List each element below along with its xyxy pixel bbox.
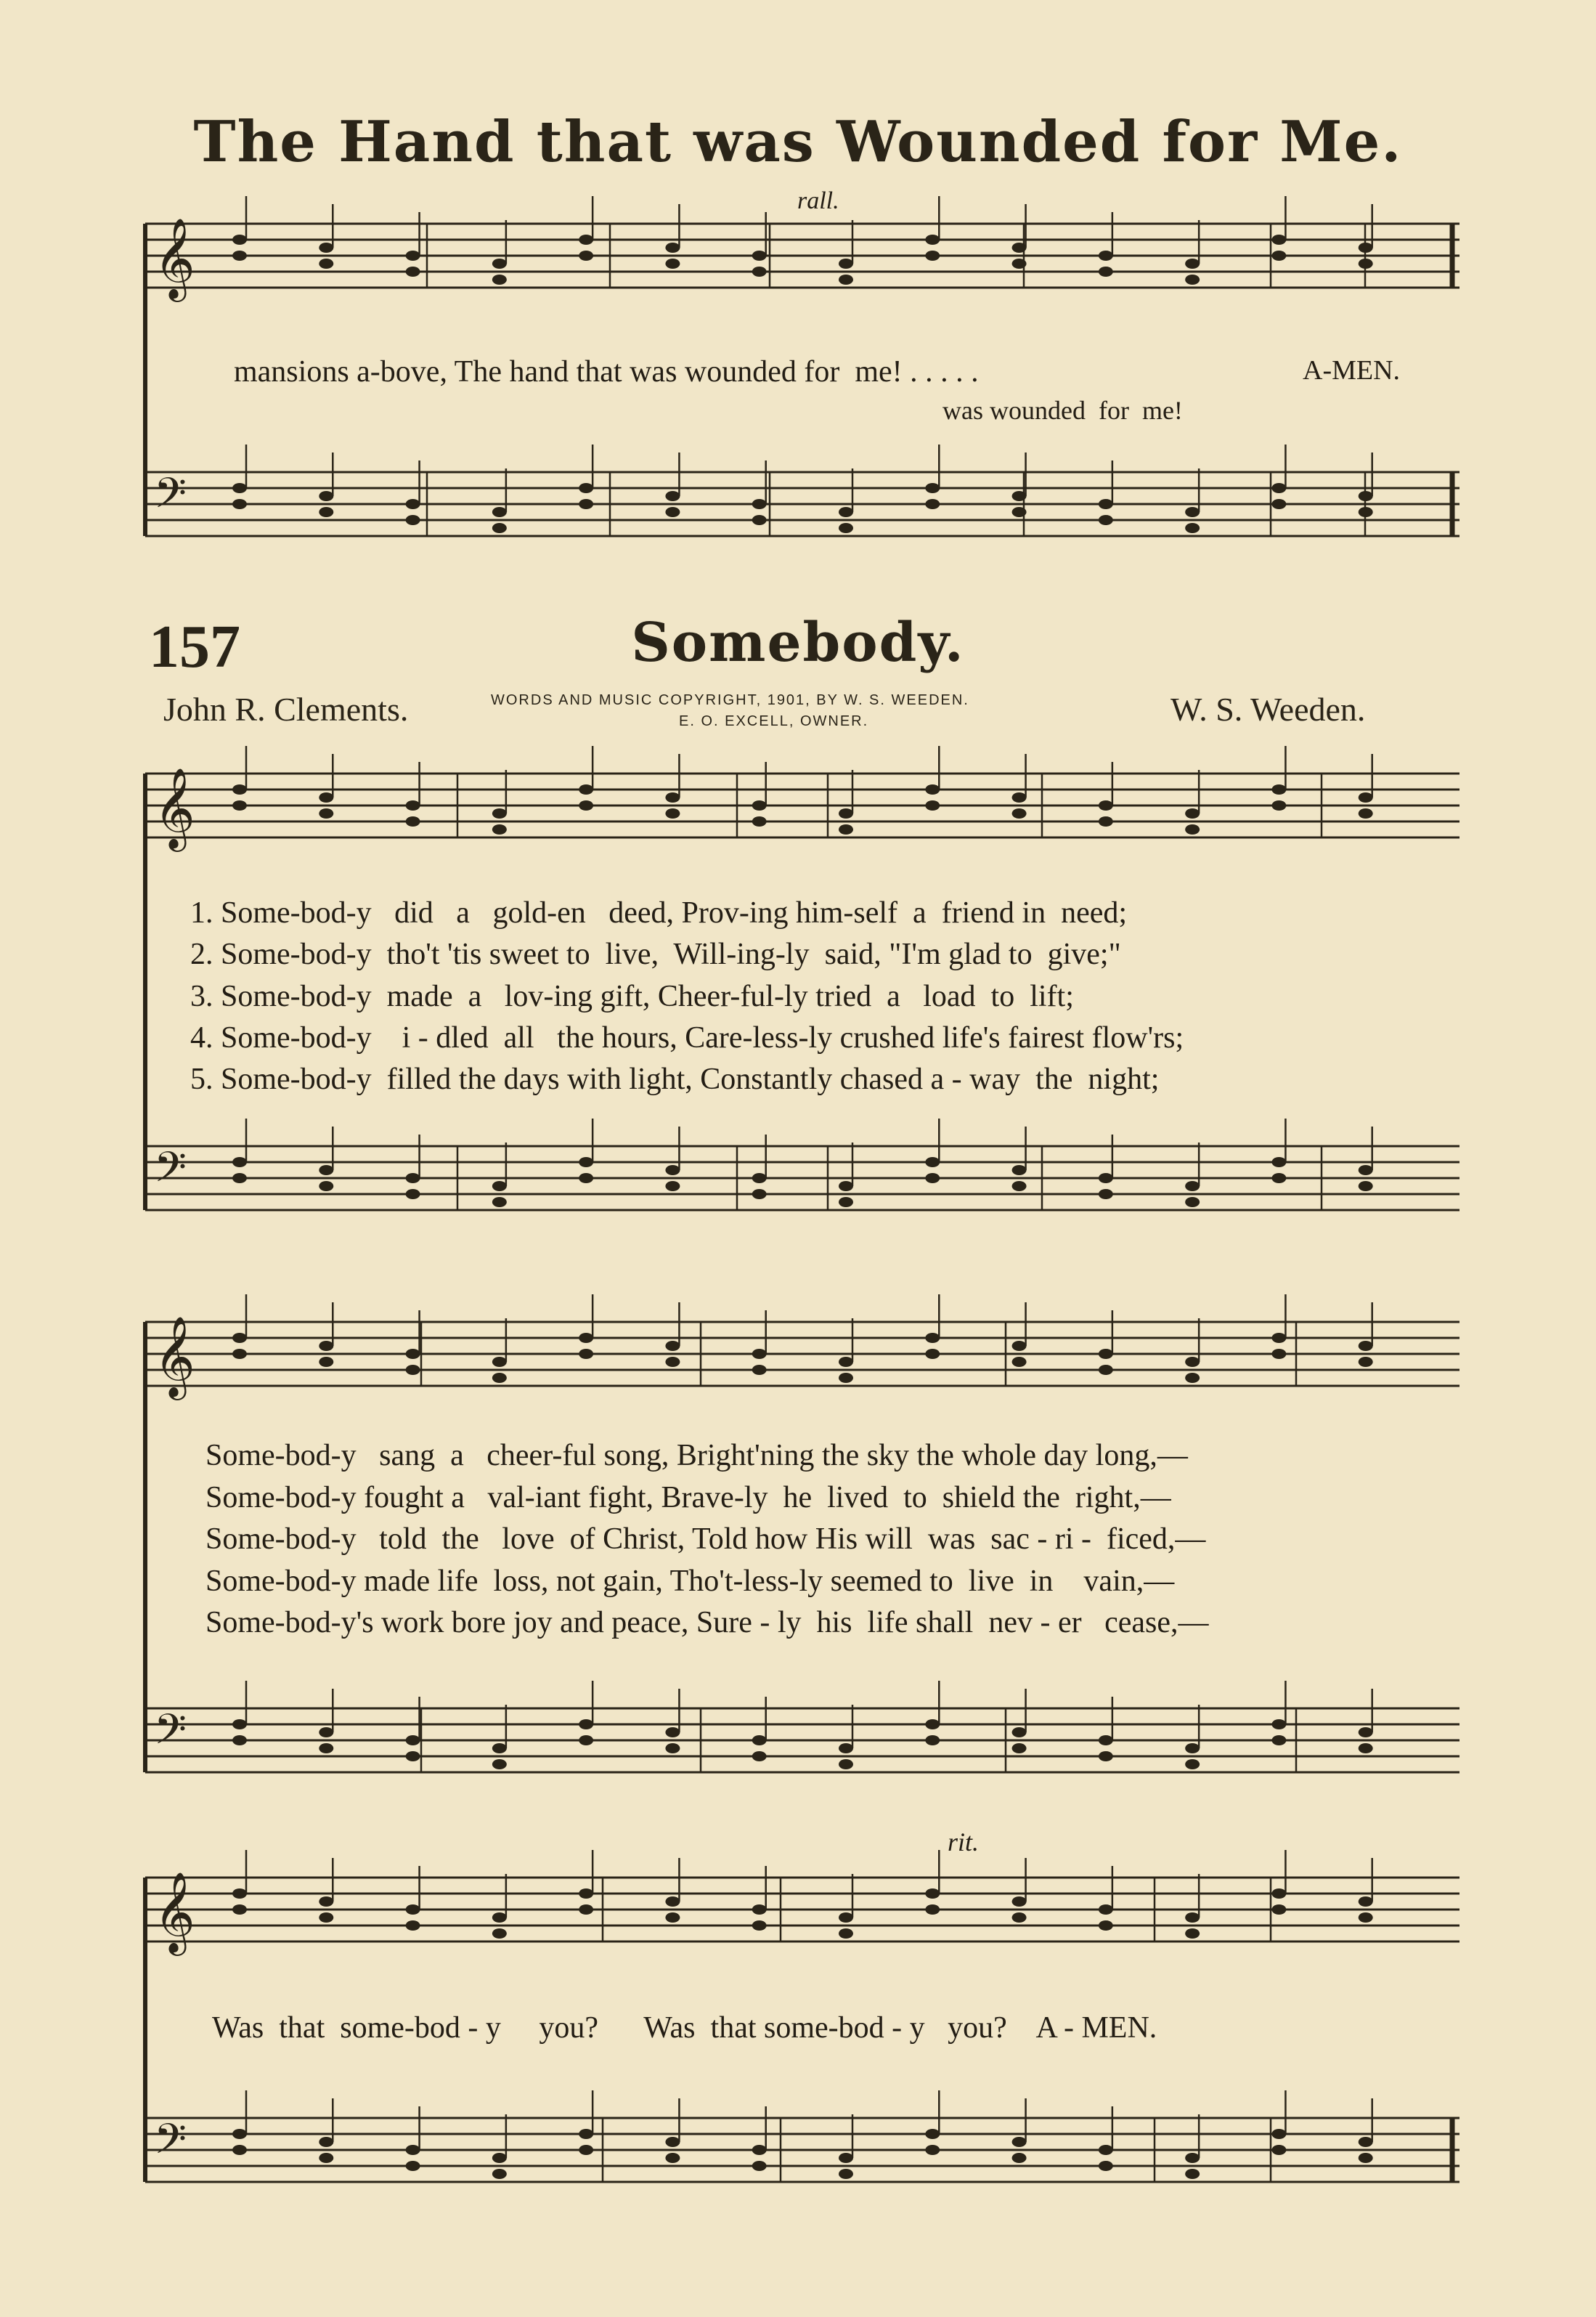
note-head <box>752 1349 767 1359</box>
note-head <box>1099 515 1113 525</box>
note-head <box>232 1349 247 1359</box>
note-head <box>232 1173 247 1183</box>
note-head <box>1271 784 1286 795</box>
verse-line: Some-bod-y's work bore joy and peace, Sure - ly his life shall nev - er cease,— <box>205 1606 1209 1639</box>
note-head <box>492 1197 507 1207</box>
note-head <box>665 243 680 253</box>
note-head <box>839 1357 853 1367</box>
note-head <box>752 1735 767 1745</box>
verse-line: Some-bod-y sang a cheer-ful song, Bright'ning the sky the whole day long,— <box>205 1439 1188 1472</box>
note-head <box>579 1888 593 1899</box>
verse-line: 2. Some-bod-y tho't 'tis sweet to live, Will-ing-ly said, "I'm glad to give;" <box>190 938 1121 971</box>
note-head <box>752 251 767 261</box>
note-head <box>925 1157 940 1167</box>
note-head <box>1185 275 1200 285</box>
note-head <box>1099 1173 1113 1183</box>
note-head <box>1012 1165 1027 1175</box>
note-head <box>925 251 940 261</box>
note-head <box>1271 1157 1286 1167</box>
note-head <box>1012 507 1027 517</box>
note-head <box>839 1912 853 1923</box>
bass-clef-icon: 𝄢 <box>154 468 187 528</box>
note-head <box>1012 1181 1027 1191</box>
note-head <box>1359 507 1373 517</box>
note-head <box>839 523 853 533</box>
note-head <box>1271 2129 1286 2139</box>
note-head <box>1359 1165 1373 1175</box>
note-head <box>406 499 420 509</box>
note-head <box>1185 2169 1200 2179</box>
note-head <box>665 2137 680 2147</box>
note-head <box>1099 1365 1113 1375</box>
note-head <box>1271 1173 1286 1183</box>
note-head <box>232 1157 247 1167</box>
note-head <box>1185 1928 1200 1939</box>
note-head <box>665 1896 680 1907</box>
note-head <box>1185 1912 1200 1923</box>
note-head <box>319 259 333 269</box>
verse-line: 5. Some-bod-y filled the days with light, Constantly chased a - way the night; <box>190 1063 1160 1096</box>
note-head <box>665 507 680 517</box>
note-head <box>492 2169 507 2179</box>
note-head <box>1099 1904 1113 1915</box>
note-head <box>1359 2137 1373 2147</box>
note-head <box>1012 1912 1027 1923</box>
note-head <box>752 267 767 277</box>
verse-line: Some-bod-y told the love of Christ, Told how His will was sac - ri - ficed,— <box>205 1522 1206 1556</box>
refrain-lyric: Was that some-bod - y you? Was that some-bod - y you? A - MEN. <box>212 2011 1157 2045</box>
verse-line: 1. Some-bod-y did a gold-en deed, Prov-ing him-self a friend in need; <box>190 896 1128 930</box>
verse-line: Some-bod-y fought a val-iant fight, Brave-ly he lived to shield the right,— <box>205 1481 1171 1514</box>
note-head <box>925 1349 940 1359</box>
note-head <box>319 1341 333 1351</box>
top-alto-line: was wounded for me! <box>942 396 1183 425</box>
note-head <box>579 1735 593 1745</box>
note-head <box>1012 808 1027 819</box>
note-head <box>319 1896 333 1907</box>
note-head <box>752 1920 767 1931</box>
note-head <box>232 1719 247 1729</box>
note-head <box>579 2145 593 2155</box>
note-head <box>232 784 247 795</box>
note-head <box>579 784 593 795</box>
note-head <box>492 808 507 819</box>
treble-clef-icon: 𝄞 <box>154 1315 195 1397</box>
note-head <box>1359 1181 1373 1191</box>
note-head <box>1185 1181 1200 1191</box>
note-head <box>492 1912 507 1923</box>
note-head <box>492 523 507 533</box>
note-head <box>665 259 680 269</box>
note-head <box>1099 1189 1113 1199</box>
note-head <box>232 483 247 493</box>
note-head <box>492 2153 507 2163</box>
note-head <box>1099 800 1113 811</box>
note-head <box>752 1189 767 1199</box>
note-head <box>319 243 333 253</box>
note-head <box>665 491 680 501</box>
rit-marking: rit. <box>948 1827 980 1857</box>
note-head <box>1359 808 1373 819</box>
note-head <box>579 235 593 245</box>
note-head <box>665 1743 680 1753</box>
treble-clef-icon: 𝄞 <box>154 1871 195 1952</box>
note-head <box>579 1333 593 1343</box>
note-head <box>406 2145 420 2155</box>
note-head <box>752 1904 767 1915</box>
note-head <box>925 784 940 795</box>
note-head <box>319 1181 333 1191</box>
note-head <box>1012 1743 1027 1753</box>
note-head <box>1359 1896 1373 1907</box>
note-head <box>492 824 507 835</box>
note-head <box>665 1181 680 1191</box>
note-head <box>1271 1904 1286 1915</box>
note-head <box>1099 251 1113 261</box>
note-head <box>406 1735 420 1745</box>
note-head <box>1012 2153 1027 2163</box>
note-head <box>752 1751 767 1761</box>
bass-clef-icon: 𝄢 <box>154 2114 187 2174</box>
note-head <box>752 2161 767 2171</box>
note-head <box>232 1333 247 1343</box>
note-head <box>1185 1743 1200 1753</box>
bass-clef-icon: 𝄢 <box>154 1705 187 1764</box>
note-head <box>1185 523 1200 533</box>
note-head <box>232 1888 247 1899</box>
note-head <box>1359 259 1373 269</box>
note-head <box>1185 824 1200 835</box>
hymn-number: 157 <box>149 613 240 681</box>
note-head <box>665 808 680 819</box>
note-head <box>406 1173 420 1183</box>
note-head <box>1099 499 1113 509</box>
top-hymn-title: The Hand that was Wounded for Me. <box>193 109 1403 175</box>
note-head <box>492 259 507 269</box>
note-head <box>1012 1341 1027 1351</box>
note-head <box>839 1743 853 1753</box>
treble-clef-icon: 𝄞 <box>154 217 195 299</box>
note-head <box>232 800 247 811</box>
note-head <box>232 1904 247 1915</box>
note-head <box>1359 1743 1373 1753</box>
note-head <box>839 1759 853 1769</box>
note-head <box>925 1735 940 1745</box>
note-head <box>406 515 420 525</box>
note-head <box>492 1181 507 1191</box>
note-head <box>492 1759 507 1769</box>
rall-marking: rall. <box>797 187 839 214</box>
note-head <box>232 499 247 509</box>
note-head <box>839 1928 853 1939</box>
note-head <box>1099 1735 1113 1745</box>
note-head <box>1185 1373 1200 1383</box>
note-head <box>579 1157 593 1167</box>
note-head <box>1099 2145 1113 2155</box>
note-head <box>232 1735 247 1745</box>
note-head <box>319 1165 333 1175</box>
note-head <box>1012 792 1027 803</box>
note-head <box>1359 1912 1373 1923</box>
note-head <box>1012 243 1027 253</box>
note-head <box>1271 1333 1286 1343</box>
note-head <box>406 251 420 261</box>
note-head <box>839 1373 853 1383</box>
copyright-line-2: E. O. EXCELL, OWNER. <box>679 713 869 729</box>
verse-line: 3. Some-bod-y made a lov-ing gift, Cheer-ful-ly tried a load to lift; <box>190 980 1074 1013</box>
note-head <box>752 1365 767 1375</box>
note-head <box>492 1357 507 1367</box>
verse-line: 4. Some-bod-y i - dled all the hours, Care-less-ly crushed life's fairest flow'rs; <box>190 1021 1184 1055</box>
note-head <box>1185 259 1200 269</box>
top-amen: A-MEN. <box>1303 355 1401 386</box>
note-head <box>839 1197 853 1207</box>
note-head <box>492 1928 507 1939</box>
note-head <box>319 1743 333 1753</box>
note-head <box>1359 243 1373 253</box>
note-head <box>925 1888 940 1899</box>
note-head <box>839 507 853 517</box>
note-head <box>406 1904 420 1915</box>
note-head <box>492 275 507 285</box>
note-head <box>319 792 333 803</box>
note-head <box>232 2145 247 2155</box>
hymn-composer: W. S. Weeden. <box>1170 691 1366 728</box>
note-head <box>406 816 420 827</box>
note-head <box>1012 491 1027 501</box>
note-head <box>579 2129 593 2139</box>
note-head <box>925 235 940 245</box>
note-head <box>1271 2145 1286 2155</box>
note-head <box>1359 792 1373 803</box>
note-head <box>579 1719 593 1729</box>
note-head <box>752 515 767 525</box>
note-head <box>319 507 333 517</box>
note-head <box>406 800 420 811</box>
note-head <box>1271 251 1286 261</box>
note-head <box>925 2145 940 2155</box>
note-head <box>1185 1197 1200 1207</box>
note-head <box>1271 1888 1286 1899</box>
note-head <box>319 2153 333 2163</box>
note-head <box>839 1181 853 1191</box>
note-head <box>1012 1896 1027 1907</box>
note-head <box>1359 2153 1373 2163</box>
note-head <box>319 808 333 819</box>
note-head <box>752 816 767 827</box>
note-head <box>839 275 853 285</box>
note-head <box>579 1349 593 1359</box>
note-head <box>665 1912 680 1923</box>
note-head <box>1359 491 1373 501</box>
note-head <box>1185 808 1200 819</box>
note-head <box>319 1357 333 1367</box>
note-head <box>925 1333 940 1343</box>
note-head <box>1185 1357 1200 1367</box>
note-head <box>1012 1357 1027 1367</box>
note-head <box>319 2137 333 2147</box>
note-head <box>1099 816 1113 827</box>
note-head <box>752 1173 767 1183</box>
verse-line: Some-bod-y made life loss, not gain, Tho't-less-ly seemed to live in vain,— <box>205 1565 1175 1598</box>
note-head <box>579 1904 593 1915</box>
note-head <box>665 1357 680 1367</box>
note-head <box>406 1920 420 1931</box>
note-head <box>1099 1920 1113 1931</box>
hymn-title: Somebody. <box>631 612 965 674</box>
note-head <box>406 2161 420 2171</box>
top-lyric: mansions a-bove, The hand that was wounded for me! . . . . . <box>234 355 979 389</box>
note-head <box>925 1719 940 1729</box>
note-head <box>1271 235 1286 245</box>
note-head <box>579 499 593 509</box>
note-head <box>319 1912 333 1923</box>
note-head <box>232 251 247 261</box>
note-head <box>925 1904 940 1915</box>
note-head <box>839 2153 853 2163</box>
note-head <box>579 483 593 493</box>
note-head <box>1012 259 1027 269</box>
note-head <box>665 1165 680 1175</box>
note-head <box>665 1341 680 1351</box>
note-head <box>1271 1719 1286 1729</box>
note-head <box>406 1349 420 1359</box>
note-head <box>406 1365 420 1375</box>
note-head <box>752 800 767 811</box>
note-head <box>1359 1727 1373 1737</box>
note-head <box>1271 499 1286 509</box>
note-head <box>492 1373 507 1383</box>
note-head <box>406 267 420 277</box>
note-head <box>1359 1357 1373 1367</box>
note-head <box>1271 1349 1286 1359</box>
note-head <box>1271 1735 1286 1745</box>
note-head <box>579 251 593 261</box>
note-head <box>1359 1341 1373 1351</box>
hymn-author: John R. Clements. <box>163 691 409 728</box>
note-head <box>665 2153 680 2163</box>
note-head <box>925 800 940 811</box>
note-head <box>492 507 507 517</box>
note-head <box>1012 2137 1027 2147</box>
note-head <box>752 2145 767 2155</box>
note-head <box>1271 800 1286 811</box>
note-head <box>406 1751 420 1761</box>
note-head <box>925 499 940 509</box>
note-head <box>1185 507 1200 517</box>
note-head <box>752 499 767 509</box>
note-head <box>319 1727 333 1737</box>
note-head <box>406 1189 420 1199</box>
treble-clef-icon: 𝄞 <box>154 767 195 848</box>
note-head <box>1099 1349 1113 1359</box>
note-head <box>579 800 593 811</box>
note-head <box>1099 2161 1113 2171</box>
note-head <box>1185 2153 1200 2163</box>
note-head <box>839 2169 853 2179</box>
note-head <box>1271 483 1286 493</box>
note-head <box>1099 267 1113 277</box>
note-head <box>839 824 853 835</box>
note-head <box>925 483 940 493</box>
note-head <box>925 2129 940 2139</box>
note-head <box>925 1173 940 1183</box>
note-head <box>1185 1759 1200 1769</box>
note-head <box>232 235 247 245</box>
note-head <box>579 1173 593 1183</box>
note-head <box>839 259 853 269</box>
copyright-line-1: WORDS AND MUSIC COPYRIGHT, 1901, BY W. S. WEEDEN. <box>491 692 969 708</box>
note-head <box>665 792 680 803</box>
note-head <box>665 1727 680 1737</box>
note-head <box>232 2129 247 2139</box>
bass-clef-icon: 𝄢 <box>154 1143 187 1202</box>
note-head <box>492 1743 507 1753</box>
note-head <box>1012 1727 1027 1737</box>
note-head <box>319 491 333 501</box>
note-head <box>839 808 853 819</box>
note-head <box>1099 1751 1113 1761</box>
